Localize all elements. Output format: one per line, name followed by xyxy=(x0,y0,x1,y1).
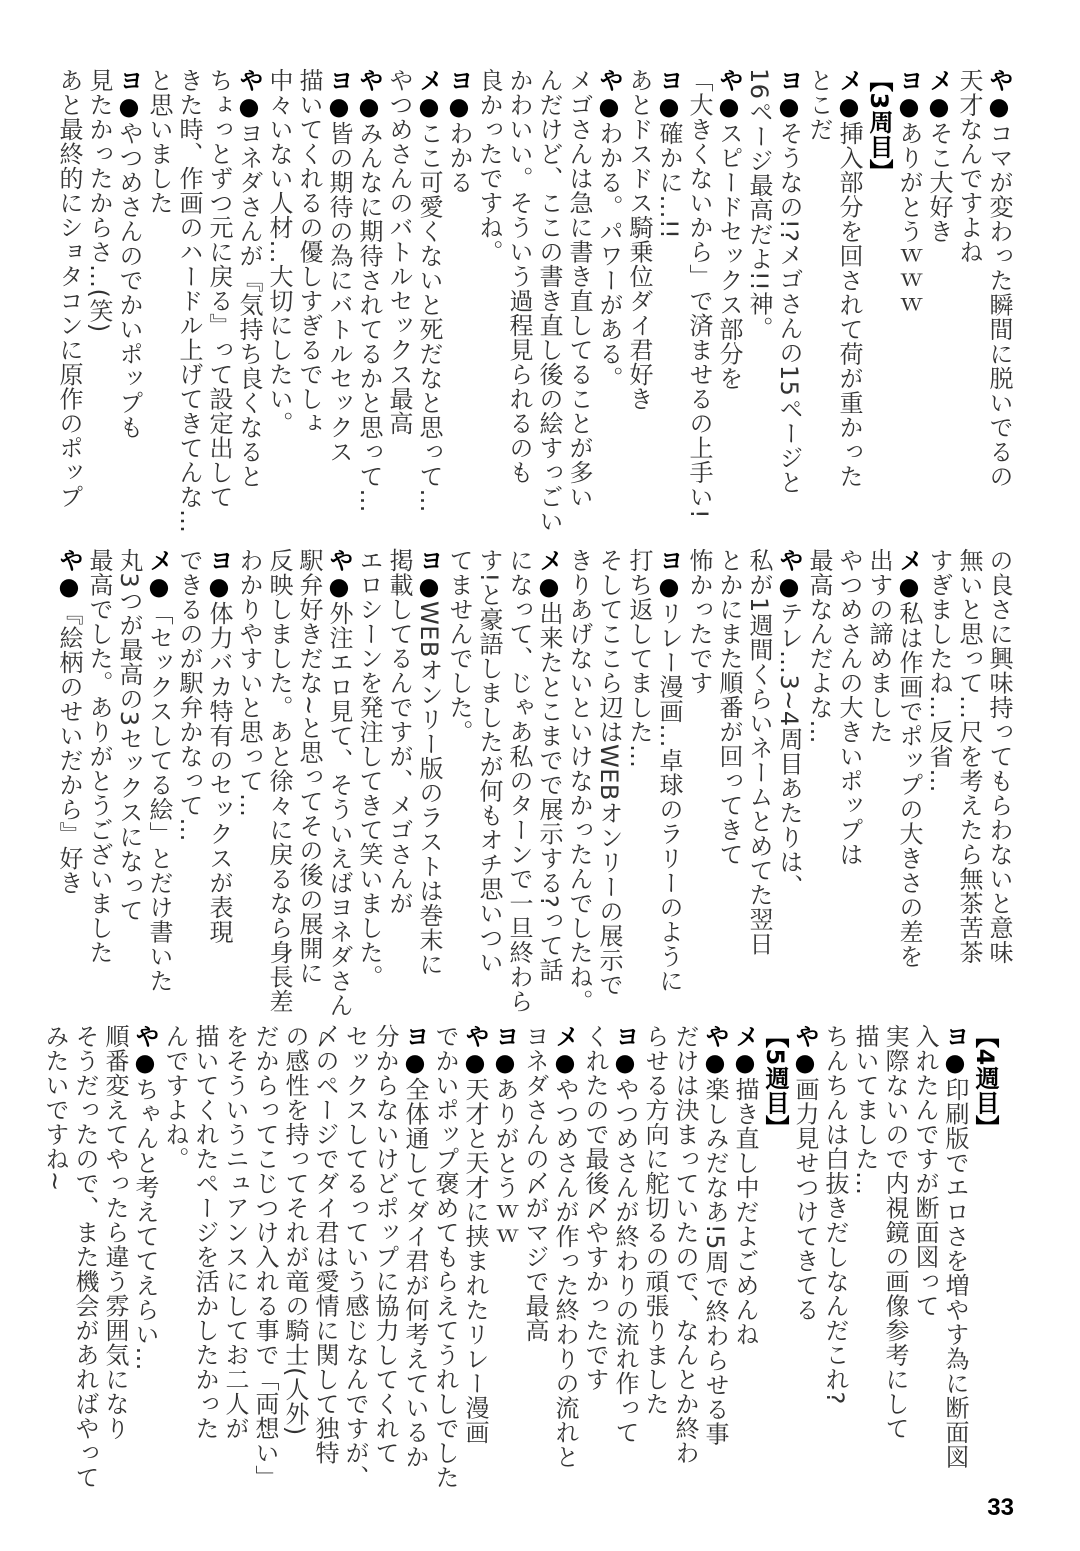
speaker-marker: ● xyxy=(985,92,1013,121)
dialogue-line xyxy=(114,68,144,538)
line-text: んですよね。 xyxy=(161,1024,189,1171)
line-text: テレ…3~4周目あたりは、 xyxy=(775,601,803,899)
line-text: ヨネダさんの〆がマジで最高 xyxy=(521,1024,549,1343)
speaker-label: や xyxy=(701,1024,729,1049)
dialogue-line xyxy=(954,68,984,538)
dialogue-line xyxy=(414,68,444,538)
dialogue-line xyxy=(204,548,234,1018)
line-text: セックスしてるっていう感じなんですが、 xyxy=(341,1024,369,1490)
dialogue-line xyxy=(624,548,654,1018)
line-text: の感性を持ってそれが竜の騎士(人外) xyxy=(281,1024,309,1436)
line-text: 天才と天才に挟まれたリレー漫画 xyxy=(461,1077,489,1445)
speaker-label: ヨ xyxy=(655,548,683,573)
dialogue-line xyxy=(624,68,654,538)
dialogue-line xyxy=(534,548,564,1018)
dialogue-line xyxy=(250,1024,280,1494)
dialogue-line xyxy=(474,548,504,1018)
dialogue-line xyxy=(850,1024,880,1494)
dialogue-line xyxy=(280,1024,310,1494)
line-text: わかる xyxy=(445,121,473,195)
line-text: 確かに…!! xyxy=(655,121,683,240)
line-text: 順番変えてやったら違う雰囲気になり xyxy=(101,1024,129,1441)
speaker-label: ヨ xyxy=(205,548,233,573)
dialogue-line xyxy=(894,548,924,1018)
line-text: 分からないけどポップに協力してくれて xyxy=(371,1024,399,1465)
line-text: ちゃんと考えててえらい… xyxy=(131,1077,159,1371)
dialogue-line xyxy=(954,548,984,1018)
speaker-label: や xyxy=(715,68,743,93)
line-text: 打ち返してました… xyxy=(625,548,653,769)
dialogue-line xyxy=(910,1024,940,1494)
line-text: 画力見せつけてきてる xyxy=(791,1077,819,1322)
speaker-marker: ● xyxy=(611,1048,639,1077)
dialogue-line xyxy=(684,548,714,1018)
section-heading xyxy=(970,1024,1000,1494)
speaker-label: メ xyxy=(925,68,953,93)
dialogue-line xyxy=(580,1024,610,1494)
line-text: とかにまた順番が回ってきて xyxy=(715,548,743,867)
dialogue-line xyxy=(504,548,534,1018)
speaker-label: ヨ xyxy=(401,1024,429,1049)
line-text: きりあげないといけなかったんでしたね。 xyxy=(565,548,593,1014)
speaker-marker: ● xyxy=(355,92,383,121)
line-text: 16ページ最高だよ!!神。 xyxy=(745,68,773,341)
line-text: 最高なんだよな… xyxy=(805,548,833,744)
line-text: ありがとうｗｗｗ xyxy=(895,121,923,317)
dialogue-line xyxy=(354,68,384,538)
line-text: そうなの!?メゴさんの15ページと xyxy=(775,121,803,495)
dialogue-line xyxy=(924,68,954,538)
speaker-label: ヨ xyxy=(415,548,443,573)
dialogue-line xyxy=(444,548,474,1018)
speaker-marker: ● xyxy=(655,92,683,121)
line-text: ちょっとずつ元に戻る』って設定出して xyxy=(205,68,233,509)
dialogue-line xyxy=(444,68,474,538)
line-text: 良かったですね。 xyxy=(475,68,503,264)
dialogue-line xyxy=(820,1024,850,1494)
dialogue-line xyxy=(924,548,954,1018)
dialogue-line xyxy=(730,1024,760,1494)
dialogue-line xyxy=(654,68,684,538)
line-text: 描き直し中だよごめんね xyxy=(731,1077,759,1347)
line-text: わかりやすいと思って… xyxy=(235,548,263,818)
line-text: 楽しみだなあ!5周で終わらせる事 xyxy=(701,1077,729,1446)
dialogue-line xyxy=(834,548,864,1018)
line-text: みたいですね~ xyxy=(41,1024,69,1192)
line-text: 〆のページでダイ君は愛情に関して独特 xyxy=(311,1024,339,1465)
dialogue-line xyxy=(310,1024,340,1494)
line-text: やつめさんのバトルセックス最高 xyxy=(385,68,413,436)
speaker-label: ヨ xyxy=(115,68,143,93)
speaker-label: や xyxy=(235,68,263,93)
dialogue-line xyxy=(84,68,114,538)
line-text: 全体通してダイ君が何考えているか xyxy=(401,1077,429,1469)
speaker-marker: ● xyxy=(925,92,953,121)
dialogue-line xyxy=(714,68,744,538)
line-text: やつめさんが作った終わりの流れと xyxy=(551,1077,579,1469)
speaker-marker: ● xyxy=(415,92,443,121)
dialogue-line xyxy=(144,68,174,538)
dialogue-line xyxy=(984,68,1014,538)
dialogue-line xyxy=(490,1024,520,1494)
dialogue-line xyxy=(234,548,264,1018)
speaker-label: ヨ xyxy=(445,68,473,93)
speaker-marker: ● xyxy=(131,1048,159,1077)
speaker-marker: ● xyxy=(55,572,83,601)
dialogue-line xyxy=(414,548,444,1018)
line-text: 描いてくれるの優しすぎるでしょ xyxy=(295,68,323,436)
line-text: 見たかったからさ…(笑) xyxy=(85,68,113,333)
line-text: そしてここら辺はWEBオンリーの展示で xyxy=(595,548,623,997)
line-text: 外注エロ見て、そういえばヨネダさん xyxy=(325,601,353,1018)
dialogue-line xyxy=(804,68,834,538)
dialogue-line xyxy=(174,68,204,538)
dialogue-line xyxy=(940,1024,970,1494)
dialogue-line xyxy=(700,1024,730,1494)
speaker-label: メ xyxy=(535,548,563,573)
speaker-label: ヨ xyxy=(655,68,683,93)
speaker-marker: ● xyxy=(491,1048,519,1077)
line-text: す!と豪語しましたが何もオチ思いつい xyxy=(475,548,503,975)
dialogue-line xyxy=(340,1024,370,1494)
speaker-marker: ● xyxy=(775,92,803,121)
line-text: 中々いない人材…大切にしたい。 xyxy=(265,68,293,436)
dialogue-line xyxy=(670,1024,700,1494)
dialogue-line xyxy=(294,68,324,538)
line-text: 掲載してるんですが、メゴさんが xyxy=(385,548,413,916)
dialogue-line xyxy=(864,548,894,1018)
dialogue-line xyxy=(370,1024,400,1494)
speaker-marker: ● xyxy=(415,572,443,601)
dialogue-line xyxy=(144,548,174,1018)
section-heading xyxy=(864,68,894,538)
dialogue-line xyxy=(610,1024,640,1494)
speaker-label: ヨ xyxy=(895,68,923,93)
line-text: とこだ xyxy=(805,68,833,142)
line-text: エロシーンを発注してきて笑いました。 xyxy=(355,548,383,989)
speaker-marker: ● xyxy=(325,572,353,601)
line-text: 『絵柄のせいだから』好き xyxy=(55,601,83,895)
speaker-marker: ● xyxy=(731,1048,759,1077)
line-text: ここ可愛くないと死だなと思って… xyxy=(415,121,443,513)
speaker-label: メ xyxy=(731,1024,759,1049)
line-text: きた時、作画のハードル上げてきてんな… xyxy=(175,68,203,534)
line-text: らせる方向に舵切るの頑張りました xyxy=(641,1024,669,1416)
speaker-marker: ● xyxy=(325,92,353,121)
line-text: スピードセックス部分を xyxy=(715,121,743,391)
line-text: の良さに興味持ってもらわないと意味 xyxy=(985,548,1013,965)
dialogue-line xyxy=(130,1024,160,1494)
page-number: 33 xyxy=(987,1494,1014,1521)
line-text: リレー漫画…卓球のラリーのように xyxy=(655,601,683,993)
text-block-middle xyxy=(54,548,1014,1018)
line-text: ちんちんは白抜きだしなんだこれ? xyxy=(821,1024,849,1405)
dialogue-line xyxy=(354,548,384,1018)
dialogue-line xyxy=(264,548,294,1018)
speaker-label: メ xyxy=(835,68,863,93)
line-text: だけは決まっていたので、なんとか終わ xyxy=(671,1024,699,1465)
dialogue-line xyxy=(264,68,294,538)
dialogue-line xyxy=(160,1024,190,1494)
speaker-label: や xyxy=(325,548,353,573)
speaker-label: ヨ xyxy=(941,1024,969,1049)
line-text: 駅弁好きだな~と思ってその後の展開に xyxy=(295,548,323,986)
dialogue-line xyxy=(70,1024,100,1494)
line-text: をそういうニュアンスにしてお二人が xyxy=(221,1024,249,1441)
line-text: 印刷版でエロさを増やす為に断面図 xyxy=(941,1077,969,1469)
line-text: わかる。パワーがある。 xyxy=(595,121,623,391)
line-text: 「大きくないから」で済ませるの上手い! xyxy=(685,68,713,520)
speaker-marker: ● xyxy=(205,572,233,601)
dialogue-line xyxy=(474,68,504,538)
speaker-marker: ● xyxy=(595,92,623,121)
line-text: すぎましたね…反省… xyxy=(925,548,953,793)
dialogue-line xyxy=(984,548,1014,1018)
dialogue-line xyxy=(190,1024,220,1494)
dialogue-line xyxy=(880,1024,910,1494)
speaker-label: メ xyxy=(895,548,923,573)
speaker-marker: ● xyxy=(235,92,263,121)
speaker-label: や xyxy=(131,1024,159,1049)
speaker-marker: ● xyxy=(115,92,143,121)
line-text: やつめさんが終わりの流れ作って xyxy=(611,1077,639,1445)
dialogue-line xyxy=(774,548,804,1018)
line-text: 入れたんですが断面図って xyxy=(911,1024,939,1318)
line-text: あとドスドス騎乗位ダイ君好き xyxy=(625,68,653,411)
speaker-label: メ xyxy=(551,1024,579,1049)
dialogue-line xyxy=(504,68,534,538)
speaker-marker: ● xyxy=(895,572,923,601)
dialogue-line xyxy=(204,68,234,538)
line-text: だからってこじつけ入れる事で「両想い」 xyxy=(251,1024,279,1490)
dialogue-line xyxy=(40,1024,70,1494)
dialogue-line xyxy=(774,68,804,538)
line-text: かわいい。そういう過程見られるのも xyxy=(505,68,533,485)
section-heading xyxy=(760,1024,790,1494)
line-text: 体力バカ特有のセックスが表現 xyxy=(205,601,233,944)
dialogue-line xyxy=(324,548,354,1018)
speaker-label: や xyxy=(461,1024,489,1049)
line-text: ありがとうｗｗ xyxy=(491,1077,519,1249)
line-text: 私は作画でポップの大きさの差を xyxy=(895,601,923,969)
dialogue-line xyxy=(294,548,324,1018)
speaker-marker: ● xyxy=(835,92,863,121)
speaker-label: メ xyxy=(415,68,443,93)
dialogue-line xyxy=(834,68,864,538)
line-text: でかいポップ褒めてもらえてうれしでした xyxy=(431,1024,459,1490)
line-text: 無いと思って…尺を考えたら無茶苦茶 xyxy=(955,548,983,965)
dialogue-line xyxy=(174,548,204,1018)
dialogue-line xyxy=(100,1024,130,1494)
line-text: 私が1週間くらいネームとめてた翌日 xyxy=(745,548,773,956)
dialogue-line xyxy=(594,548,624,1018)
speaker-label: ヨ xyxy=(491,1024,519,1049)
dialogue-line xyxy=(714,548,744,1018)
dialogue-line xyxy=(234,68,264,538)
line-text: てませんでした。 xyxy=(445,548,473,744)
speaker-marker: ● xyxy=(655,572,683,601)
speaker-marker: ● xyxy=(461,1048,489,1077)
line-text: そこ大好き xyxy=(925,121,953,244)
dialogue-line xyxy=(520,1024,550,1494)
speaker-label: や xyxy=(55,548,83,573)
dialogue-line xyxy=(564,68,594,538)
dialogue-line xyxy=(54,68,84,538)
speaker-label: や xyxy=(595,68,623,93)
section-heading-text: 【3周目】 xyxy=(865,68,893,184)
line-text: 怖かったです xyxy=(685,548,713,695)
line-text: くれたので最後〆やすかったです xyxy=(581,1024,609,1392)
dialogue-line xyxy=(220,1024,250,1494)
speaker-marker: ● xyxy=(715,92,743,121)
line-text: 実際ないので内視鏡の画像参考にして xyxy=(881,1024,909,1441)
dialogue-line xyxy=(430,1024,460,1494)
line-text: 最高でした。ありがとうございました xyxy=(85,548,113,965)
speaker-marker: ● xyxy=(775,572,803,601)
speaker-label: ヨ xyxy=(325,68,353,93)
line-text: 皆の期待の為にバトルセックス xyxy=(325,121,353,464)
speaker-label: や xyxy=(355,68,383,93)
line-text: 描いてました… xyxy=(851,1024,879,1196)
speaker-marker: ● xyxy=(445,92,473,121)
dialogue-line xyxy=(684,68,714,538)
speaker-marker: ● xyxy=(145,572,173,601)
line-text: んだけど、ここの書き直し後の絵すっごい xyxy=(535,68,563,534)
dialogue-line xyxy=(54,548,84,1018)
section-heading-text: 【5週目】 xyxy=(761,1024,789,1140)
line-text: やつめさんのでかいポップも xyxy=(115,121,143,440)
dialogue-line xyxy=(460,1024,490,1494)
line-text: 挿入部分を回されて荷が重かった xyxy=(835,121,863,489)
line-text: コマが変わった瞬間に脱いでるの xyxy=(985,121,1013,489)
dialogue-line xyxy=(384,68,414,538)
section-heading-text: 【4週目】 xyxy=(971,1024,999,1140)
line-text: 描いてくれたページを活かしたかった xyxy=(191,1024,219,1441)
speaker-marker: ● xyxy=(941,1048,969,1077)
speaker-label: ヨ xyxy=(775,68,803,93)
speaker-label: メ xyxy=(145,548,173,573)
speaker-marker: ● xyxy=(551,1048,579,1077)
dialogue-line xyxy=(534,68,564,538)
dialogue-line xyxy=(564,548,594,1018)
line-text: 反映しました。あと徐々に戻るなら身長差 xyxy=(265,548,293,1014)
dialogue-line xyxy=(744,68,774,538)
line-text: 出来たとこまでで展示する?って話 xyxy=(535,601,563,982)
line-text: と思いました xyxy=(145,68,173,215)
line-text: ヨネダさんが『気持ち良くなると xyxy=(235,121,263,489)
speaker-marker: ● xyxy=(401,1048,429,1077)
line-text: 「セックスしてる絵」とだけ書いた xyxy=(145,601,173,993)
dialogue-line xyxy=(804,548,834,1018)
speaker-label: ヨ xyxy=(611,1024,639,1049)
speaker-marker: ● xyxy=(701,1048,729,1077)
line-text: あと最終的にショタコンに原作のポップ xyxy=(55,68,83,509)
dialogue-line xyxy=(550,1024,580,1494)
speaker-label: や xyxy=(791,1024,819,1049)
line-text: になって、じゃあ私のターンで一旦終わら xyxy=(505,548,533,1014)
dialogue-line xyxy=(594,68,624,538)
line-text: やつめさんの大きいポップは xyxy=(835,548,863,867)
line-text: そうだったので、また機会があればやって xyxy=(71,1024,99,1490)
speaker-marker: ● xyxy=(791,1048,819,1077)
dialogue-line xyxy=(640,1024,670,1494)
dialogue-line xyxy=(894,68,924,538)
speaker-label: や xyxy=(985,68,1013,93)
dialogue-line xyxy=(324,68,354,538)
speaker-label: や xyxy=(775,548,803,573)
line-text: WEBオンリー版のラストは巻末に xyxy=(415,601,443,977)
dialogue-line xyxy=(654,548,684,1018)
line-text: みんなに期待されてるかと思って… xyxy=(355,121,383,513)
dialogue-line xyxy=(84,548,114,1018)
speaker-marker: ● xyxy=(535,572,563,601)
line-text: 天才なんですよね xyxy=(955,68,983,264)
dialogue-line xyxy=(400,1024,430,1494)
dialogue-line xyxy=(384,548,414,1018)
dialogue-line xyxy=(114,548,144,1018)
text-block-bottom xyxy=(40,1024,1000,1494)
text-block-top xyxy=(54,68,1014,538)
line-text: 出すの諦めました xyxy=(865,548,893,744)
line-text: できるのが駅弁かなって… xyxy=(175,548,203,842)
speaker-marker: ● xyxy=(895,92,923,121)
dialogue-line xyxy=(744,548,774,1018)
dialogue-line xyxy=(790,1024,820,1494)
line-text: メゴさんは急に書き直してることが多い xyxy=(565,68,593,509)
line-text: 丸3つが最高の3セックスになって xyxy=(115,548,143,923)
